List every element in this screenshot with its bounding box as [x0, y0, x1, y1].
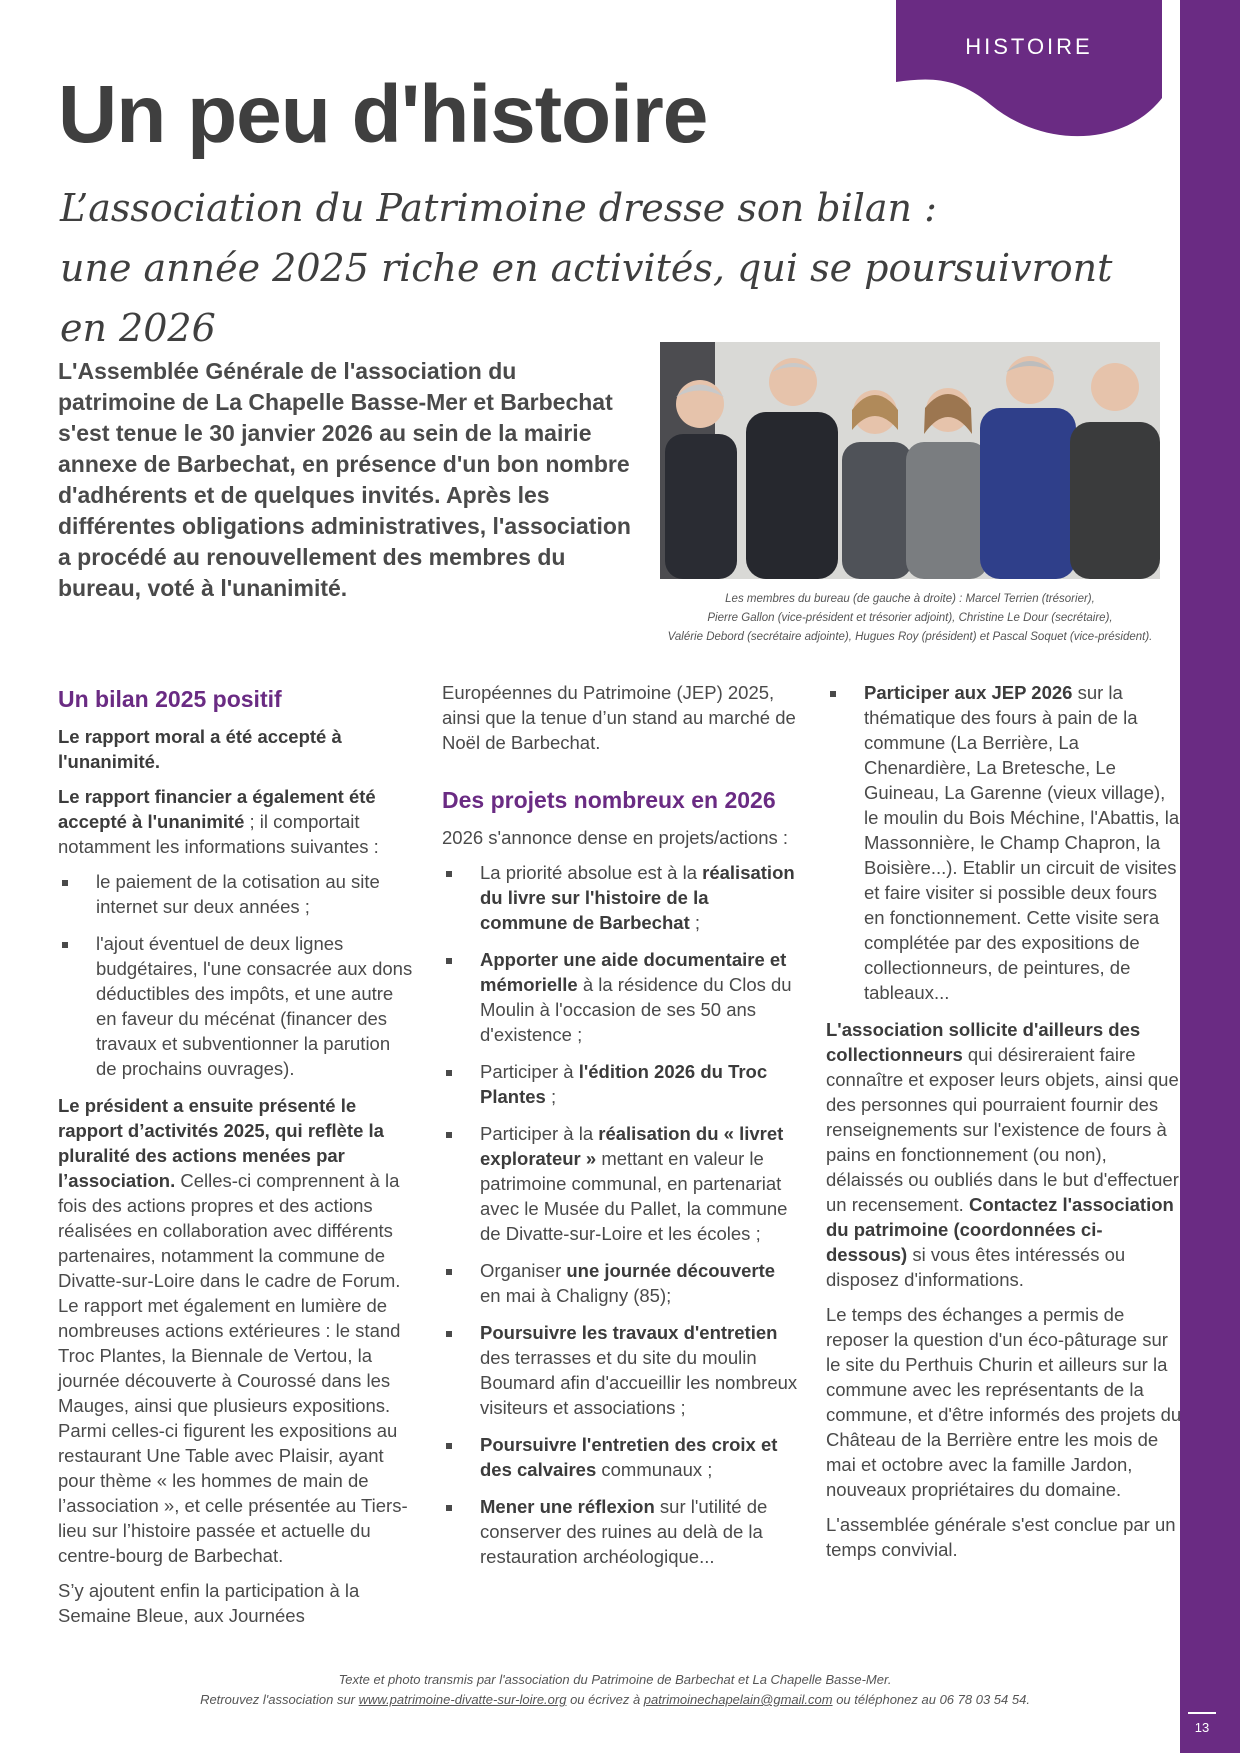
caption-line-1: Les membres du bureau (de gauche à droite) : Marcel Terrien (trésorier),: [725, 593, 1095, 605]
item-text: mettant en valeur le patrimoine communal, en partenariat avec le Musée du Pallet, la commune de Divatte-sur-Loire et les écoles ;: [480, 1148, 788, 1244]
paragraph-projets-lead: 2026 s'annonce dense en projets/actions :: [442, 827, 789, 848]
page-title: Un peu d'histoire: [58, 69, 708, 160]
list-item: le paiement de la cotisation au site internet sur deux années ;: [58, 869, 414, 919]
list-item: l'ajout éventuel de deux lignes budgétaires, l'une consacrée aux dons déductibles des impôts, et une autre en faveur du mécénat (financer des travaux et subventionner la parution de prochains ouvrages).: [58, 931, 414, 1081]
rapport-activites-bold: Le président a ensuite présenté le rapport d’activités 2025, qui reflète la pluralité des actions menées par l’association.: [58, 1095, 384, 1191]
contact-bold: Contactez l'association du patrimoine (coordonnées ci-dessous): [826, 1194, 1174, 1265]
item-bold: Poursuivre les travaux d'entretien: [480, 1322, 778, 1343]
list-item: [826, 680, 1182, 1005]
page-subtitle: [60, 178, 1170, 358]
rapport-activites-text: Celles-ci comprennent à la fois des actions propres et des actions réalisées en collaboration avec différents partenaires, notamment la commune de Divatte-sur-Loire dans le cadre de Forum. Le rapport met également en lumière de nombreuses actions extérieures : le stand Troc Plantes, la Biennale de Vertou, la journée découverte à Courossé dans les Mauges, ainsi que plusieurs expositions. Parmi celles-ci figurent les expositions au restaurant Une Table avec Plaisir, ayant pour thème « les hommes de main de l’association », et celle présentée au Tiers-lieu sur l’histoire passée et actuelle du centre-bourg de Barbechat.: [58, 1170, 408, 1566]
footer-text: ou écrivez à: [566, 1692, 644, 1707]
list-item: [442, 1432, 798, 1482]
section-tab-label: HISTOIRE: [965, 34, 1093, 59]
section-tab-shape: [896, 0, 1162, 140]
item-text: en mai à Chaligny (85);: [480, 1285, 672, 1306]
group-photo-illustration: [660, 342, 1160, 579]
item-text: des terrasses et du site du moulin Boumard afin d'accueillir les nombreux visiteurs et associations ;: [480, 1347, 798, 1418]
item-text: ;: [689, 912, 701, 933]
list-item: [442, 1059, 798, 1109]
item-bold: Poursuivre l'entretien des croix et des calvaires: [480, 1434, 778, 1480]
paragraph-conclusion: L'assemblée générale s'est conclue par un temps convivial.: [826, 1514, 1176, 1560]
item-bold: une journée découverte: [566, 1260, 776, 1281]
group-photo: [660, 342, 1160, 579]
item-text: Participer à: [480, 1061, 579, 1082]
footer-line-2: [60, 1690, 1170, 1710]
item-text: Organiser: [480, 1260, 567, 1281]
contact-text: si vous êtes intéressés ou disposez d'informations.: [826, 1244, 1126, 1290]
projects-list: [442, 860, 798, 1569]
list-item: [442, 1494, 798, 1569]
caption-line-3: Valérie Debord (secrétaire adjointe), Hugues Roy (président) et Pascal Soquet (vice-président).: [667, 631, 1153, 643]
intro-paragraph: L'Assemblée Générale de l'association du patrimoine de La Chapelle Basse-Mer et Barbechat s'est tenue le 30 janvier 2026 au sein de la mairie annexe de Barbechat, en présence d'un bon nombre d'adhérents et de quelques invités. Après les différentes obligations administratives, l'association a procédé au renouvellement des membres du bureau, voté à l'unanimité.: [58, 358, 631, 601]
paragraph-jep-2025: Européennes du Patrimoine (JEP) 2025, ainsi que la tenue d’un stand au marché de Noël de Barbechat.: [442, 682, 796, 753]
item-bold: réalisation du « livret explorateur »: [480, 1123, 784, 1169]
jep-2026-list: [826, 680, 1182, 1005]
list-item: [442, 860, 798, 935]
item-text: ;: [545, 1086, 557, 1107]
item-bold: l'édition 2026 du Troc Plantes: [480, 1061, 768, 1107]
rapport-financier-bold: Le rapport financier a également été accepté à l'unanimité: [58, 786, 376, 832]
side-color-band: [1180, 0, 1240, 1753]
section-tab: [896, 0, 1162, 140]
list-item: [442, 1258, 798, 1308]
item-bold: Mener une réflexion: [480, 1496, 655, 1517]
paragraph-collectionneurs: [826, 1017, 1182, 1292]
footer-text: Retrouvez l'association sur: [200, 1692, 359, 1707]
photo-caption: [650, 590, 1170, 647]
footer-text: ou téléphonez au 06 78 03 54 54.: [832, 1692, 1030, 1707]
subtitle-line-2: une année 2025 riche en activités, qui se poursuivront en 2026: [60, 246, 1113, 350]
paragraph-semaine-bleue: S’y ajoutent enfin la participation à la Semaine Bleue, aux Journées: [58, 1580, 360, 1626]
paragraph-rapport-activites: [58, 1093, 414, 1568]
item-text: communaux ;: [596, 1459, 713, 1480]
footer-credits: [60, 1670, 1170, 1710]
rapport-moral-bold: Le rapport moral a été accepté à l'unanimité.: [58, 726, 342, 772]
list-item: [442, 1320, 798, 1420]
column-3: [826, 680, 1182, 1572]
item-bold: Apporter une aide documentaire et mémorielle: [480, 949, 787, 995]
heading-projets-2026: Des projets nombreux en 2026: [442, 787, 776, 813]
item-bold: Participer aux JEP 2026: [864, 682, 1073, 703]
website-link[interactable]: www.patrimoine-divatte-sur-loire.org: [358, 1692, 567, 1707]
paragraph-rapport-financier: [58, 784, 414, 859]
column-2: [442, 680, 798, 1581]
item-text: à la résidence du Clos du Moulin à l'occasion de ses 50 ans d'existence ;: [480, 974, 792, 1045]
list-item: [442, 1121, 798, 1246]
column-1: [58, 684, 414, 1638]
item-text: sur l'utilité de conserver des ruines au delà de la restauration archéologique...: [480, 1496, 768, 1567]
list-item: [442, 947, 798, 1047]
financial-info-list: [58, 869, 414, 1081]
item-bold: réalisation du livre sur l'histoire de la commune de Barbechat: [480, 862, 795, 933]
subtitle-line-1: L’association du Patrimoine dresse son bilan :: [60, 186, 937, 230]
rapport-financier-text: ; il comportait notamment les informations suivantes :: [58, 811, 379, 857]
caption-line-2: Pierre Gallon (vice-président et trésorier adjoint), Christine Le Dour (secrétaire),: [707, 612, 1113, 624]
page-number-rule: [1188, 1712, 1216, 1714]
item-text: Participer à la: [480, 1123, 599, 1144]
paragraph-echanges: Le temps des échanges a permis de reposer la question d'un éco-pâturage sur le site du Perthuis Churin et ailleurs sur la commune avec les représentants de la commune, et d'être informés des projets du Château de la Berrière entre les mois de mai et octobre avec la famille Jardon, nouveaux propriétaires du domaine.: [826, 1304, 1182, 1500]
collectionneurs-bold: L'association sollicite d'ailleurs des collectionneurs: [826, 1019, 1141, 1065]
email-link[interactable]: patrimoinechapelain@gmail.com: [643, 1692, 833, 1707]
paragraph-rapport-moral: [58, 724, 414, 774]
heading-bilan-2025: Un bilan 2025 positif: [58, 686, 282, 712]
item-text: sur la thématique des fours à pain de la commune (La Berrière, La Chenardière, La Bretesche, Le Guineau, La Garenne (vieux village), le moulin du Bois Méchine, l'Abattis, la Massonnière, le Champ Chapron, la Boisière...). Etablir un circuit de visites et faire visiter si possible deux fours en fonctionnement. Cette visite sera complétée par des expositions de collectionneurs, de peintures, de tableaux...: [864, 682, 1180, 1003]
footer-line-1: Texte et photo transmis par l'association du Patrimoine de Barbechat et La Chapelle Basse-Mer.: [338, 1672, 892, 1687]
item-text: La priorité absolue est à la: [480, 862, 703, 883]
page-number: 13: [1194, 1720, 1210, 1735]
collectionneurs-text: qui désireraient faire connaître et exposer leurs objets, ainsi que des personnes qui pourraient fournir des renseignements sur l'existence de fours à pains en fonctionnement (ou non), délaissés ou oubliés dans le but d'effectuer un recensement.: [826, 1044, 1179, 1215]
